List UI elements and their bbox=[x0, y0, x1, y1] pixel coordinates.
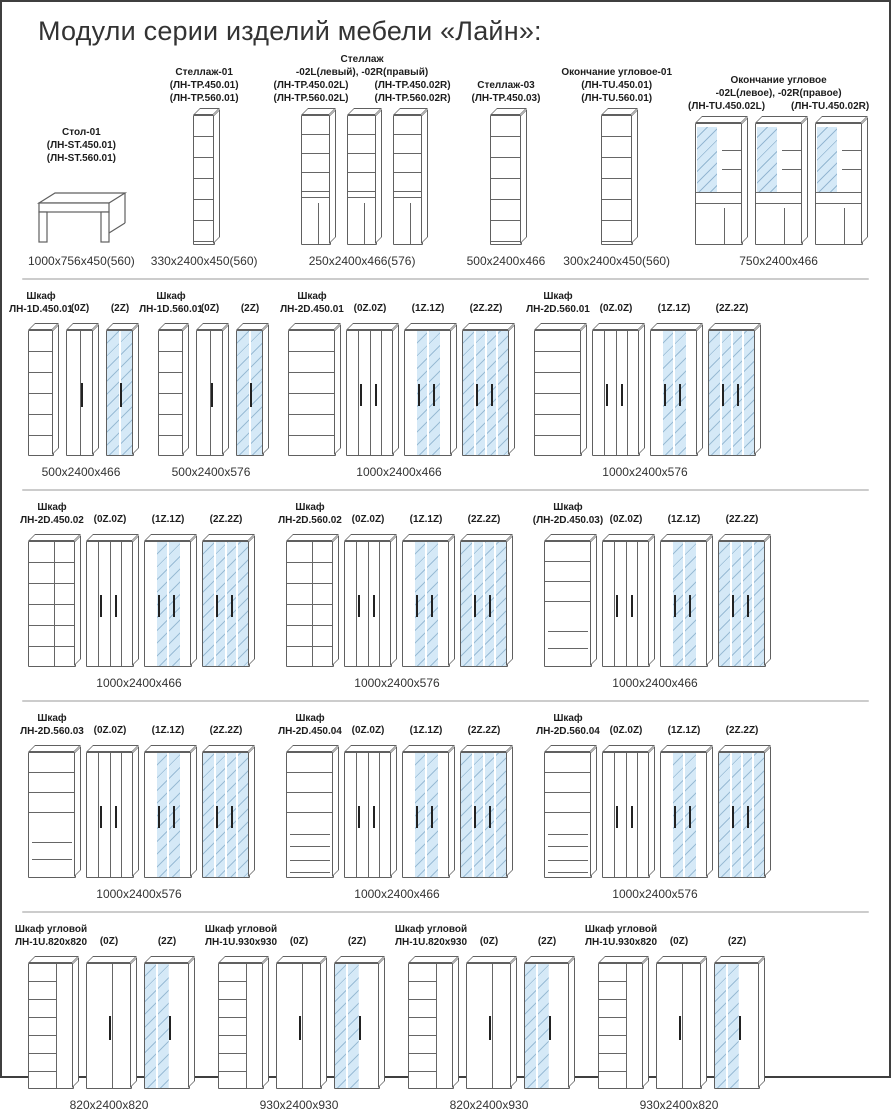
variant-label: (0Z) bbox=[200, 303, 220, 314]
shelf-unit-drawing bbox=[393, 115, 423, 245]
module-name-variants: -02L(левый), -02R(правый) bbox=[295, 67, 429, 78]
corner-wardrobe-doors-drawing bbox=[656, 963, 702, 1089]
wardrobe-mirror-drawing bbox=[718, 541, 766, 667]
dimensions-label: 1000x2400x466 bbox=[356, 465, 442, 479]
wardrobe-doors-drawing bbox=[86, 541, 134, 667]
module-code: (ЛН-TU.450.02L) bbox=[688, 101, 766, 112]
wardrobe-doors-drawing bbox=[602, 541, 650, 667]
module-group-ln-1u-930x930 bbox=[204, 921, 380, 1112]
variant-label: (0Z.0Z) bbox=[93, 514, 127, 525]
module-name: Шкаф угловой bbox=[204, 924, 278, 935]
wardrobe-halfmirror-drawing bbox=[402, 752, 450, 878]
variant-label: (2Z.2Z) bbox=[725, 514, 759, 525]
module-header bbox=[47, 126, 116, 165]
module-group-ln-2d-450-03 bbox=[532, 499, 766, 690]
module-group-stellazh-03 bbox=[467, 79, 546, 268]
variant-label: (0Z) bbox=[70, 303, 90, 314]
module-name: Шкаф bbox=[26, 291, 56, 302]
variant-label: (1Z.1Z) bbox=[657, 303, 691, 314]
desk-drawing bbox=[35, 189, 127, 245]
vanity-mirror-drawing bbox=[755, 123, 803, 245]
module-code: ЛН-1U.820х930 bbox=[394, 937, 468, 948]
variant-label: (2Z.2Z) bbox=[467, 514, 501, 525]
dimensions-label: 930x2400x820 bbox=[639, 1098, 719, 1112]
module-header bbox=[561, 66, 672, 105]
module-code: ЛН-2D.450.04 bbox=[278, 726, 342, 737]
module-code: ЛН-1D.450.01 bbox=[9, 304, 73, 315]
module-group-ln-2d-450-02 bbox=[20, 499, 250, 690]
module-code: (ЛН-ТР.450.02R) bbox=[374, 80, 451, 91]
wardrobe-open-drawing bbox=[158, 330, 184, 456]
wardrobe-open-drawing bbox=[28, 541, 76, 667]
variant-label: (2Z) bbox=[240, 303, 260, 314]
wardrobe-doors-drawing bbox=[344, 541, 392, 667]
dimensions-label: 1000x2400x576 bbox=[612, 887, 698, 901]
module-group-ln-2d-560-04 bbox=[536, 710, 766, 901]
variant-label: (0Z.0Z) bbox=[353, 303, 387, 314]
variant-label: (1Z.1Z) bbox=[667, 725, 701, 736]
dimensions-label: 1000x2400x466 bbox=[612, 676, 698, 690]
module-group-ln-2d-450-01 bbox=[280, 288, 510, 479]
module-name: Шкаф bbox=[156, 291, 186, 302]
variant-label: (1Z.1Z) bbox=[411, 303, 445, 314]
wardrobe-doors-drawing bbox=[196, 330, 224, 456]
shelf-unit-drawing bbox=[490, 115, 522, 245]
wardrobe-doors-drawing bbox=[66, 330, 94, 456]
wardrobe-mirror-drawing bbox=[460, 752, 508, 878]
wardrobe-open-drawing bbox=[544, 752, 592, 878]
wardrobe-halfmirror-drawing bbox=[404, 330, 452, 456]
module-header bbox=[688, 74, 869, 113]
module-group-okonchanie-uglovoe-01 bbox=[561, 66, 672, 268]
wardrobe-doors-drawing bbox=[86, 752, 134, 878]
corner-wardrobe-doors-drawing bbox=[466, 963, 512, 1089]
corner-wardrobe-open-drawing bbox=[598, 963, 644, 1089]
module-name: Шкаф bbox=[553, 713, 583, 724]
shelf-unit-drawing bbox=[193, 115, 215, 245]
module-code: ЛН-1U.820х820 bbox=[14, 937, 88, 948]
wardrobe-open-drawing bbox=[534, 330, 582, 456]
variant-label: (2Z.2Z) bbox=[725, 725, 759, 736]
module-code: (ЛН-TU.450.02R) bbox=[791, 101, 870, 112]
variant-label: (2Z.2Z) bbox=[209, 725, 243, 736]
module-name: Шкаф bbox=[295, 502, 325, 513]
module-name: Шкаф bbox=[553, 502, 583, 513]
dimensions-label: 500x2400x466 bbox=[41, 465, 121, 479]
module-name: Шкаф bbox=[543, 291, 573, 302]
module-name: Окончание угловое bbox=[730, 75, 827, 86]
module-code: (ЛН-ТР.560.01) bbox=[169, 93, 239, 104]
module-name: Шкаф угловой bbox=[394, 924, 468, 935]
module-code: (ЛН-ТР.560.02L) bbox=[273, 93, 349, 104]
row-divider bbox=[22, 700, 869, 702]
dimensions-label: 750x2400x466 bbox=[739, 254, 818, 268]
variant-label: (0Z.0Z) bbox=[351, 514, 385, 525]
module-name: Окончание угловое-01 bbox=[561, 67, 672, 78]
variant-label: (1Z.1Z) bbox=[667, 514, 701, 525]
module-code: ЛН-2D.450.01 bbox=[280, 304, 344, 315]
vanity-mirror-drawing bbox=[695, 123, 743, 245]
variant-label: (2Z.2Z) bbox=[715, 303, 749, 314]
module-code: ЛН-2D.560.01 bbox=[526, 304, 590, 315]
module-group-stellazh-02 bbox=[274, 53, 451, 268]
module-name: Шкаф bbox=[37, 502, 67, 513]
variant-label: (2Z.2Z) bbox=[469, 303, 503, 314]
corner-wardrobe-doors-drawing bbox=[276, 963, 322, 1089]
wardrobe-mirror-drawing bbox=[462, 330, 510, 456]
variant-label: (2Z) bbox=[110, 303, 130, 314]
corner-wardrobe-open-drawing bbox=[218, 963, 264, 1089]
wardrobe-halfmirror-drawing bbox=[144, 752, 192, 878]
section-wardrobes-2 bbox=[2, 495, 889, 696]
module-code: (ЛН-ТР.450.01) bbox=[169, 80, 239, 91]
dimensions-label: 1000x2400x576 bbox=[602, 465, 688, 479]
variant-label: (0Z) bbox=[289, 936, 309, 947]
section-wardrobes-1 bbox=[2, 284, 889, 485]
module-code: ЛН-1D.560.01 bbox=[139, 304, 203, 315]
variant-label: (0Z.0Z) bbox=[351, 725, 385, 736]
dimensions-label: 820x2400x930 bbox=[449, 1098, 529, 1112]
variant-label: (2Z) bbox=[727, 936, 747, 947]
corner-wardrobe-mirror-drawing bbox=[334, 963, 380, 1089]
variant-label: (1Z.1Z) bbox=[151, 725, 185, 736]
variant-label: (0Z.0Z) bbox=[93, 725, 127, 736]
wardrobe-halfmirror-drawing bbox=[144, 541, 192, 667]
shelf-unit-drawing bbox=[347, 115, 377, 245]
vanity-mirror-drawing bbox=[815, 123, 863, 245]
module-name: Шкаф bbox=[37, 713, 67, 724]
corner-wardrobe-mirror-drawing bbox=[144, 963, 190, 1089]
variant-label: (2Z.2Z) bbox=[209, 514, 243, 525]
module-code: ЛН-1U.930х820 bbox=[584, 937, 658, 948]
module-code: (ЛН-TU.560.01) bbox=[581, 93, 653, 104]
corner-wardrobe-mirror-drawing bbox=[714, 963, 760, 1089]
variant-label: (0Z.0Z) bbox=[599, 303, 633, 314]
variant-label: (0Z) bbox=[479, 936, 499, 947]
module-group-stellazh-01 bbox=[151, 66, 258, 268]
module-name: Шкаф угловой bbox=[584, 924, 658, 935]
dimensions-label: 500x2400x466 bbox=[466, 254, 546, 268]
module-name-variants: -02L(левое), -02R(правое) bbox=[715, 88, 842, 99]
module-group-ln-2d-560-01 bbox=[526, 288, 756, 479]
variant-label: (2Z) bbox=[537, 936, 557, 947]
module-code: (ЛН-ST.560.01) bbox=[46, 153, 117, 164]
module-code: ЛН-2D.560.03 bbox=[20, 726, 84, 737]
wardrobe-open-drawing bbox=[28, 752, 76, 878]
section-shelving-units bbox=[2, 47, 889, 274]
wardrobe-mirror-drawing bbox=[236, 330, 264, 456]
module-code: (ЛН-TU.450.01) bbox=[581, 80, 653, 91]
module-group-ln-2d-560-03 bbox=[20, 710, 250, 901]
module-group-okonchanie-uglovoe-02 bbox=[688, 74, 869, 268]
dimensions-label: 1000x756x450(560) bbox=[28, 254, 135, 268]
wardrobe-halfmirror-drawing bbox=[650, 330, 698, 456]
wardrobe-open-drawing bbox=[288, 330, 336, 456]
module-group-stol-01 bbox=[28, 126, 135, 268]
variant-label: (2Z.2Z) bbox=[467, 725, 501, 736]
dimensions-label: 930x2400x930 bbox=[259, 1098, 339, 1112]
module-code: (ЛН-ST.450.01) bbox=[46, 140, 117, 151]
module-name: Стол-01 bbox=[62, 127, 101, 138]
corner-wardrobe-open-drawing bbox=[28, 963, 74, 1089]
wardrobe-mirror-drawing bbox=[460, 541, 508, 667]
wardrobe-halfmirror-drawing bbox=[402, 541, 450, 667]
dimensions-label: 500x2400x576 bbox=[171, 465, 251, 479]
section-corner-wardrobes bbox=[2, 917, 889, 1118]
module-code: (ЛН-ТР.450.03) bbox=[471, 93, 541, 104]
dimensions-label: 330x2400x450(560) bbox=[150, 254, 258, 268]
module-code: ЛН-2D.450.02 bbox=[20, 515, 84, 526]
wardrobe-doors-drawing bbox=[592, 330, 640, 456]
variant-label: (2Z) bbox=[347, 936, 367, 947]
wardrobe-halfmirror-drawing bbox=[660, 541, 708, 667]
page-title: Модули серии изделий мебели «Лайн»: bbox=[38, 16, 542, 46]
wardrobe-doors-drawing bbox=[344, 752, 392, 878]
module-group-ln-1d-450-01 bbox=[9, 288, 134, 479]
row-divider bbox=[22, 911, 869, 913]
corner-wardrobe-open-drawing bbox=[408, 963, 454, 1089]
variant-label: (1Z.1Z) bbox=[409, 725, 443, 736]
wardrobe-open-drawing bbox=[286, 752, 334, 878]
dimensions-label: 1000x2400x466 bbox=[354, 887, 440, 901]
module-header bbox=[472, 79, 541, 105]
variant-label: (1Z.1Z) bbox=[409, 514, 443, 525]
row-divider bbox=[22, 278, 869, 280]
wardrobe-doors-drawing bbox=[602, 752, 650, 878]
module-name: Шкаф угловой bbox=[14, 924, 88, 935]
wardrobe-mirror-drawing bbox=[202, 752, 250, 878]
dimensions-label: 1000x2400x466 bbox=[96, 676, 182, 690]
dimensions-label: 1000x2400x576 bbox=[96, 887, 182, 901]
wardrobe-mirror-drawing bbox=[708, 330, 756, 456]
dimensions-label: 820x2400x820 bbox=[69, 1098, 149, 1112]
shelf-unit-drawing bbox=[301, 115, 331, 245]
module-header bbox=[170, 66, 239, 105]
variant-label: (0Z) bbox=[669, 936, 689, 947]
wardrobe-open-drawing bbox=[286, 541, 334, 667]
module-name: Стеллаж-03 bbox=[477, 80, 535, 91]
corner-wardrobe-doors-drawing bbox=[86, 963, 132, 1089]
module-header bbox=[274, 53, 451, 105]
module-group-ln-2d-450-04 bbox=[278, 710, 508, 901]
module-code: (ЛН-ТР.450.02L) bbox=[273, 80, 349, 91]
module-group-ln-1d-560-01 bbox=[139, 288, 264, 479]
variant-label: (2Z) bbox=[157, 936, 177, 947]
row-divider bbox=[22, 489, 869, 491]
module-code: ЛН-1U.930х930 bbox=[204, 937, 278, 948]
module-name: Шкаф bbox=[295, 713, 325, 724]
corner-end-shelf-drawing bbox=[601, 115, 633, 245]
wardrobe-open-drawing bbox=[28, 330, 54, 456]
module-code: (ЛН-2D.450.03) bbox=[532, 515, 604, 526]
module-code: ЛН-2D.560.04 bbox=[536, 726, 600, 737]
module-name: Стеллаж-01 bbox=[175, 67, 233, 78]
dimensions-label: 300x2400x450(560) bbox=[563, 254, 671, 268]
wardrobe-mirror-drawing bbox=[202, 541, 250, 667]
module-name: Стеллаж bbox=[340, 54, 384, 65]
variant-label: (1Z.1Z) bbox=[151, 514, 185, 525]
module-group-ln-1u-930x820 bbox=[584, 921, 760, 1112]
module-code: (ЛН-ТР.560.02R) bbox=[374, 93, 451, 104]
wardrobe-doors-drawing bbox=[346, 330, 394, 456]
module-name: Шкаф bbox=[297, 291, 327, 302]
module-code: ЛН-2D.560.02 bbox=[278, 515, 342, 526]
module-group-ln-2d-560-02 bbox=[278, 499, 508, 690]
dimensions-label: 1000x2400x576 bbox=[354, 676, 440, 690]
wardrobe-mirror-drawing bbox=[718, 752, 766, 878]
variant-label: (0Z) bbox=[99, 936, 119, 947]
module-group-ln-1u-820x930 bbox=[394, 921, 570, 1112]
variant-label: (0Z.0Z) bbox=[609, 514, 643, 525]
corner-wardrobe-mirror-drawing bbox=[524, 963, 570, 1089]
section-wardrobes-3 bbox=[2, 706, 889, 907]
variant-label: (0Z.0Z) bbox=[609, 725, 643, 736]
wardrobe-open-drawing bbox=[544, 541, 592, 667]
wardrobe-mirror-drawing bbox=[106, 330, 134, 456]
wardrobe-halfmirror-drawing bbox=[660, 752, 708, 878]
module-group-ln-1u-820x820 bbox=[14, 921, 190, 1112]
dimensions-label: 250x2400x466(576) bbox=[308, 254, 416, 268]
